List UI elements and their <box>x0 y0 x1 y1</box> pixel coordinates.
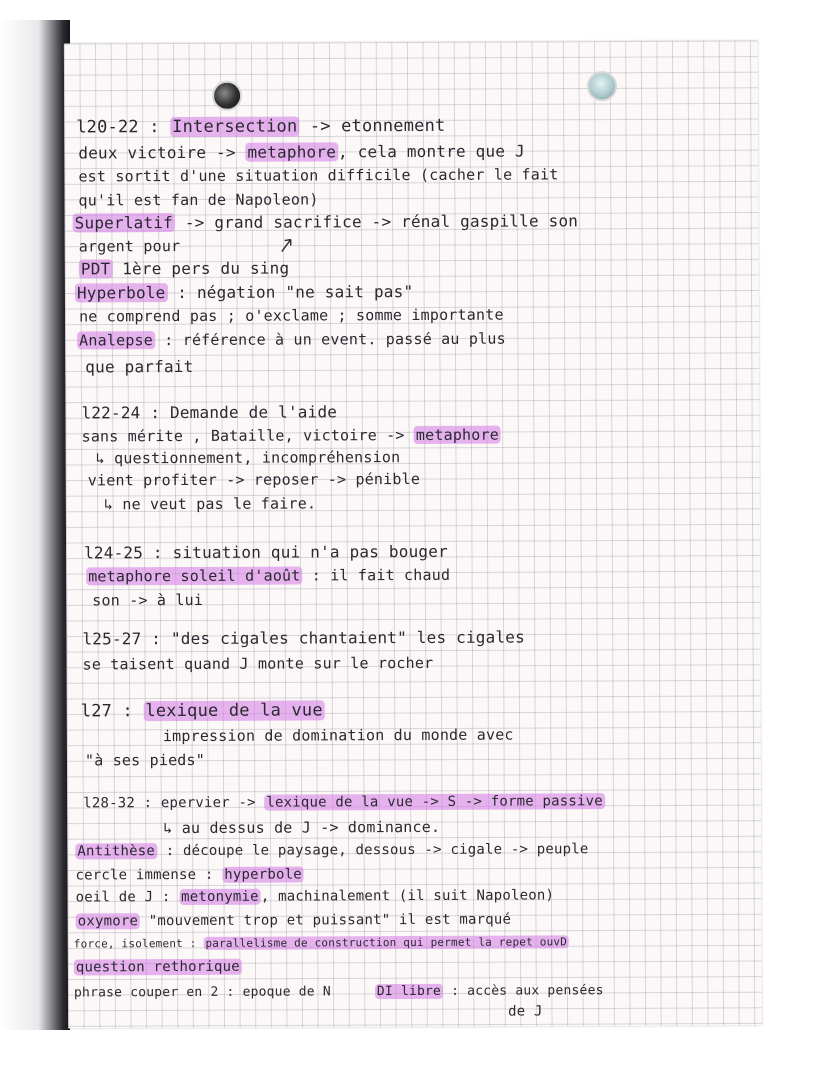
note-line <box>79 259 290 279</box>
note-line: ↳ au dessus de J -> dominance. <box>163 817 441 838</box>
highlight-term: metonymie <box>181 888 259 906</box>
note-line <box>75 841 588 859</box>
note-line: qu'il est fan de Napoleon) <box>78 190 319 210</box>
note-text: force, isolement : <box>73 936 204 951</box>
highlight-term: Analepse <box>79 331 154 350</box>
highlight-term: metaphore soleil d'août <box>88 566 301 586</box>
punch-hole-left <box>212 81 242 111</box>
note-text: sans mérite , Bataille, victoire -> <box>81 425 414 446</box>
note-line: l25-27 : "des cigales chantaient" les cigales <box>82 627 525 649</box>
note-text: -> grand sacrifice -> rénal gaspille son <box>174 211 579 233</box>
note-text: : accès aux pensées <box>443 983 604 999</box>
highlight-term: Antithèse <box>77 843 156 860</box>
note-text: : il fait chaud <box>302 565 451 585</box>
note-text: oeil de J : <box>75 889 180 906</box>
desk-background <box>0 20 70 1030</box>
note-line <box>82 426 501 446</box>
note-line <box>73 211 579 232</box>
note-line: l24-25 : situation qui n'a pas bouger <box>84 541 448 563</box>
note-line <box>75 866 303 883</box>
note-line: "à ses pieds" <box>84 750 206 770</box>
highlight-term: Hyperbole <box>76 283 166 303</box>
note-line: de J <box>508 1003 543 1020</box>
note-text: cercle immense : <box>75 866 223 884</box>
note-line: impression de domination du monde avec <box>162 725 514 746</box>
note-text: : découpe le paysage, dessous -> cigale -> peuple <box>157 841 589 860</box>
note-line <box>74 959 242 976</box>
note-text: "mouvement trop et puissant" il est marqué <box>140 911 512 930</box>
highlight-term: parallelisme de construction qui permet la repet ouvD <box>205 935 568 950</box>
note-text: deux victoire -> <box>78 142 246 163</box>
note-line <box>74 935 569 950</box>
highlight-term: DI libre <box>376 983 442 1000</box>
highlight-term: question rethorique <box>75 958 240 976</box>
note-text: : négation "ne sait pas" <box>167 281 414 303</box>
note-line: se taisent quand J monte sur le rocher <box>82 653 434 674</box>
note-line: son -> à lui <box>92 590 204 610</box>
punch-hole-right <box>587 71 617 101</box>
note-card <box>64 40 762 1028</box>
arrow-up-icon <box>279 237 295 255</box>
note-line <box>81 700 325 721</box>
note-line <box>74 983 604 1000</box>
note-line: argent pour <box>78 237 181 256</box>
note-text: l28-32 : epervier -> <box>83 794 265 812</box>
note-text: : référence à un event. passé au plus <box>154 329 506 350</box>
highlight-term: oxymore <box>77 913 139 930</box>
highlight-term: hyperbole <box>224 866 302 883</box>
highlight-term: lexique de la vue -> S -> forme passive <box>266 793 603 811</box>
line-ref: l20-22 : <box>76 117 160 138</box>
note-text: -> etonnement <box>299 115 446 137</box>
note-text: phrase couper en 2 : epoque de N <box>73 984 331 1001</box>
highlight-term: metaphore <box>247 142 337 162</box>
note-line: est sortit d'une situation difficile (cacher le fait <box>78 165 559 186</box>
note-text: 1ère pers du sing <box>112 258 290 279</box>
note-line <box>76 887 555 905</box>
note-line <box>76 116 445 138</box>
line-ref: l27 : <box>80 701 144 722</box>
note-line: que parfait <box>85 356 194 377</box>
note-line <box>86 566 450 586</box>
highlight-term: Superlatif <box>74 213 174 233</box>
note-line <box>75 282 413 302</box>
note-line <box>78 142 525 163</box>
note-line <box>77 330 506 350</box>
highlight-term: PDT <box>80 259 111 279</box>
note-line: vient profiter -> reposer -> pénible <box>87 469 421 490</box>
highlight-term: Intersection <box>172 116 298 138</box>
note-line <box>83 793 605 811</box>
note-text: , cela montre que J <box>337 141 525 162</box>
note-text: , machinalement (il suit Napoleon) <box>260 887 555 905</box>
note-line: ↳ questionnement, incompréhension <box>95 448 401 468</box>
note-line: l22-24 : Demande de l'aide <box>81 402 338 423</box>
note-line <box>76 912 512 930</box>
note-line: ne comprend pas ; o'exclame ; somme importante <box>79 305 504 326</box>
note-line: ↳ ne veut pas le faire. <box>103 494 317 514</box>
highlight-term: metaphore <box>415 425 499 444</box>
highlight-term: lexique de la vue <box>145 700 323 722</box>
